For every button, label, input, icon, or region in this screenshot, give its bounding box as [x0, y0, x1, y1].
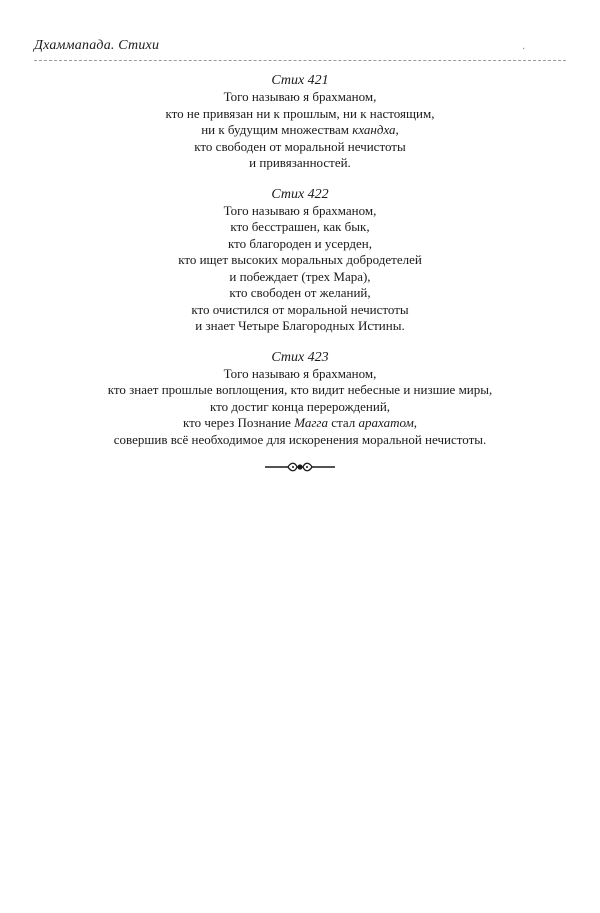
verse-line: и побеждает (трех Мара), — [229, 268, 371, 284]
verse-line: Того называю я брахманом, — [223, 89, 377, 104]
verse-line: кто очистился от моральной нечистоты — [191, 301, 409, 317]
verse-421 — [0, 72, 600, 172]
verse-line: кто ищет высоких моральных добродетелей — [178, 252, 422, 267]
verse-line: кто через Познание Магга стал арахатом, — [182, 415, 418, 430]
fleuron-icon — [264, 461, 336, 473]
verse-line: кто не привязан ни к прошлым, ни к настоящим, — [165, 105, 435, 121]
verse-422 — [0, 186, 600, 335]
verse-line: кто бесстрашен, как бык, — [230, 219, 370, 234]
verse-line: Того называю я брахманом, — [223, 202, 377, 218]
verse-line: кто свободен от моральной нечистоты — [194, 138, 406, 154]
verse-423 — [0, 349, 600, 449]
verse-line: ни к будущим множествам кхандха, — [201, 122, 399, 137]
page-content — [0, 72, 600, 462]
verse-line: Того называю я брахманом, — [223, 365, 377, 381]
verse-line: кто знает прошлые воплощения, кто видит небесные и низшие миры, — [107, 382, 493, 397]
italic-term: кхандха — [352, 122, 396, 137]
verse-line: кто благороден и усерден, — [227, 235, 372, 251]
header-mark: · — [522, 44, 526, 55]
verse-line: и привязанностей. — [249, 155, 351, 170]
verse-title: Стих 423 — [271, 349, 329, 365]
header-rule — [34, 60, 566, 61]
verse-title: Стих 421 — [271, 73, 329, 88]
verse-line: совершив всё необходимое для искоренения моральной нечистоты. — [113, 431, 487, 447]
running-head: Дхаммапада. Стихи — [34, 38, 160, 53]
verse-line: кто свободен от желаний, — [229, 285, 371, 300]
verse-line: и знает Четыре Благородных Истины. — [195, 318, 405, 333]
italic-term: арахатом — [358, 415, 414, 430]
verse-line: кто достиг конца перерождений, — [209, 398, 391, 414]
italic-term: Магга — [294, 415, 328, 430]
verse-title: Стих 422 — [271, 186, 329, 202]
